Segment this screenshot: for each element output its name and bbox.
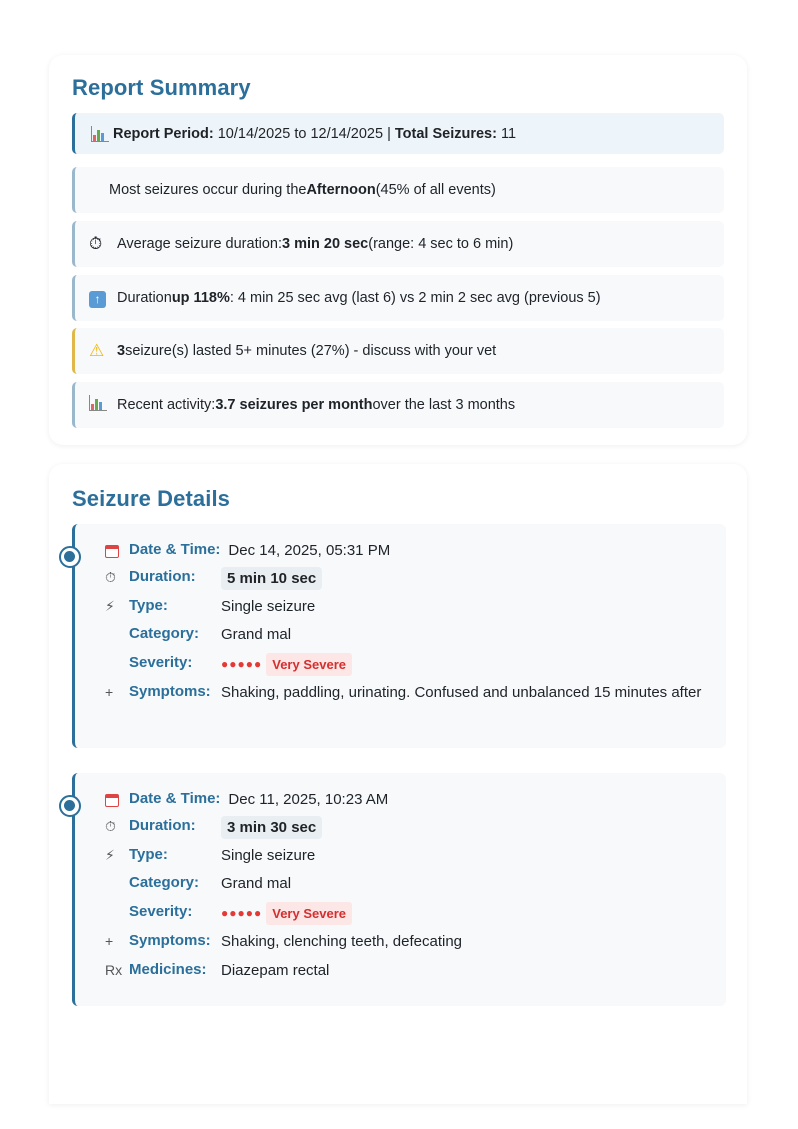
report-summary-card [49,55,747,445]
medicines-value: Diazepam rectal [221,962,330,979]
insight-bold: up 118% [171,290,230,306]
insight-peak-time [72,167,724,213]
insight-text: Most seizures occur during the [109,182,307,198]
category-value: Grand mal [221,875,292,892]
lightning-icon: ⚡ [105,847,115,863]
type-value: Single seizure [221,598,316,615]
datetime-row [105,789,388,810]
severity-dots: ●●●●● [221,906,263,920]
type-label: Type: [129,597,168,614]
plus-icon: + [105,684,114,700]
stopwatch-icon: ⏱ [105,569,116,585]
symptoms-value: Shaking, clenching teeth, defecating [221,933,463,950]
insight-text: : 4 min 25 sec avg (last 6) vs 2 min 2 sec avg (previous 5) [229,290,601,306]
category-row [105,873,291,894]
report-period-value: 10/14/2025 to 12/14/2025 [217,125,384,142]
duration-label: Duration: [129,568,196,585]
insight-text: over the last 3 months [372,397,516,413]
insight-bold: 3 min 20 sec [281,236,369,252]
severity-dots: ●●●●● [221,657,263,671]
calendar-icon [105,540,129,560]
insight-bold: Afternoon [306,182,376,198]
duration-value: 5 min 10 sec [221,567,322,590]
insight-text: (45% of all events) [375,182,496,198]
insight-text: Duration [117,290,172,306]
seizure-entry [72,773,726,1006]
total-seizures-label: Total Seizures: [394,125,497,142]
datetime-row [105,540,390,561]
symptoms-label: Symptoms: [129,932,211,949]
datetime-value: Dec 14, 2025, 05:31 PM [228,542,391,559]
report-period-banner [72,113,724,154]
insight-long-seizures [72,328,724,374]
insight-bold: 3 [117,343,126,359]
warning-icon: ⚠ [89,341,105,360]
insight-text: Average seizure duration: [117,236,282,252]
arrow-up-icon: ↑ [89,288,117,308]
insight-bold: 3.7 seizures per month [215,397,373,413]
separator: | [387,125,391,142]
type-row [105,845,315,866]
severity-badge: Very Severe [266,902,352,925]
symptoms-row [105,682,715,703]
type-value: Single seizure [221,847,316,864]
symptoms-row [105,931,462,952]
seizure-details-card [49,464,747,1104]
timeline-dot [59,546,81,568]
insight-text: Recent activity: [117,397,216,413]
category-value: Grand mal [221,626,292,643]
bar-chart-icon [89,395,117,415]
severity-row [105,902,352,925]
timeline-dot [59,795,81,817]
report-period-label: Report Period: [113,125,214,142]
duration-value: 3 min 30 sec [221,816,322,839]
insight-average-duration [72,221,724,267]
insight-text: seizure(s) lasted 5+ minutes (27%) - discuss with your vet [125,343,497,359]
severity-badge: Very Severe [266,653,352,676]
calendar-icon [105,789,129,809]
insight-duration-trend [72,275,724,321]
duration-row [105,567,322,590]
duration-label: Duration: [129,817,196,834]
insight-recent-activity [72,382,724,428]
severity-label: Severity: [129,654,193,671]
medicines-label: Medicines: [129,961,207,978]
seizure-details-title: Seizure Details [72,486,231,511]
severity-label: Severity: [129,903,193,920]
lightning-icon: ⚡ [105,598,115,614]
symptoms-value: Shaking, paddling, urinating. Confused and unbalanced 15 minutes after [221,684,702,701]
stopwatch-icon: ⏱ [105,818,116,834]
type-label: Type: [129,846,168,863]
type-row [105,596,315,617]
duration-row [105,816,322,839]
datetime-label: Date & Time: [129,790,221,807]
category-label: Category: [129,625,200,642]
total-seizures-value: 11 [500,125,517,142]
datetime-label: Date & Time: [129,541,221,558]
category-row [105,624,291,645]
rx-icon: Rx [105,962,123,978]
seizure-entry [72,524,726,748]
category-label: Category: [129,874,200,891]
insight-text: (range: 4 sec to 6 min) [368,236,514,252]
plus-icon: + [105,933,114,949]
report-summary-title: Report Summary [72,75,251,100]
symptoms-label: Symptoms: [129,683,211,700]
stopwatch-icon: ⏱ [89,234,103,253]
severity-row [105,653,352,676]
datetime-value: Dec 11, 2025, 10:23 AM [228,791,389,808]
medicines-row [105,960,329,981]
bar-chart-icon [91,126,109,142]
